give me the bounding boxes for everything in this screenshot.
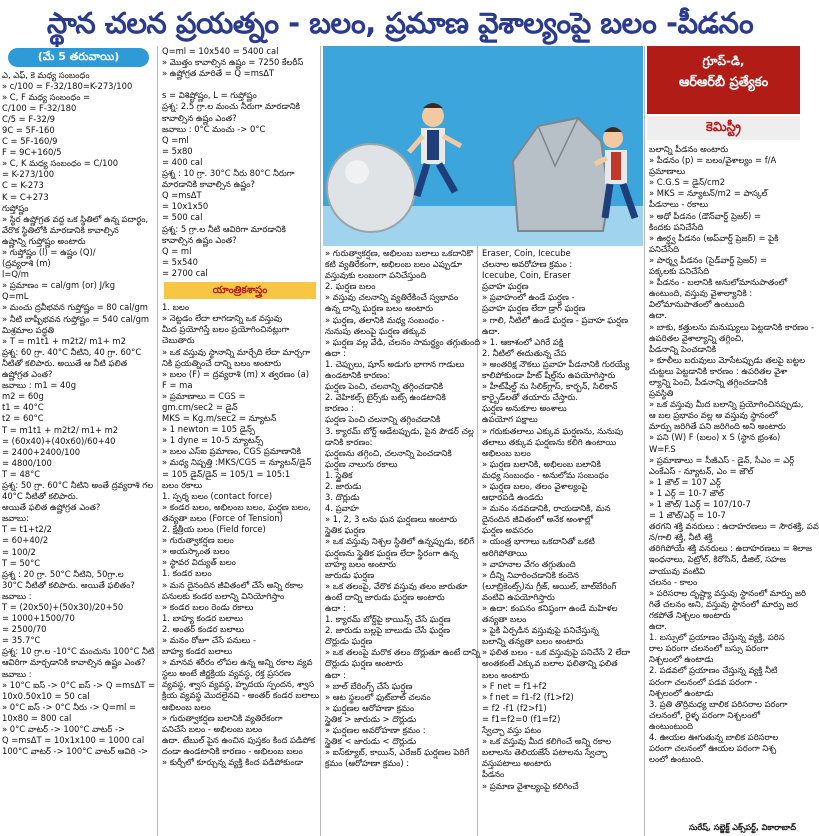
text-line: ఉంటుంది, వస్తువు వైశాల్యానికి : xyxy=(649,288,753,299)
text-line: Q=mL xyxy=(2,291,29,302)
text-line: » కుర్చీలో కూర్చున్న వ్యక్తి కింద పడిపోకుండా xyxy=(162,757,304,767)
text-line: నునుపు తలంపై ఘర్షణ తక్కువ xyxy=(325,325,426,336)
text-line: బలాన్ని పీడనం అంటారు xyxy=(649,144,729,154)
text-line: » ఒక తలంపై, వేరొక వస్తువు తలం జారుతూ xyxy=(325,580,468,591)
text-line: = (60x40)+(40x60)/60+40 xyxy=(2,435,116,446)
text-line: » గురుత్వాకర్షణ, అభిలంబ బలాలు ఒకదానికొ xyxy=(325,248,474,258)
text-line: (ద్రవ్యరాశి (m) xyxy=(2,258,51,269)
text-line: = 4800/100 xyxy=(2,457,52,468)
text-line: 1. బస్సులో ప్రయాణం చేస్తున్న వ్యక్తి, పరిస xyxy=(649,632,785,643)
text-line: దొర్లుడు ఘర్షణ అంటారు xyxy=(325,658,403,669)
text-line: ఉదా. xyxy=(649,310,668,321)
text-line: 1. కండర బలం xyxy=(162,568,212,579)
text-line: కావాల్సిన ఉష్ణం ఎంత? xyxy=(162,112,237,123)
text-line: తలాలు తక్కువ ఘర్షణను కలిగి ఉంటాయి xyxy=(482,436,617,447)
text-line: మధ్య సంబంధం - అనులోమ సంబంధం xyxy=(482,469,609,480)
text-line: చుట్టలు పెట్టడానికి కారణం : ఉపరితల వైశా xyxy=(649,365,788,376)
text-line: » ఒక వస్తువు మీద బలాన్ని ప్రయోగించినప్పుడు, xyxy=(649,399,804,410)
text-line: » ప్రవాహంలో ఉండే ఘర్షణ - xyxy=(482,292,575,303)
text-line: గుప్తోష్ణం xyxy=(2,202,29,213)
text-line: బలం అంటారు xyxy=(482,669,530,680)
text-line: పనులకు కండర బలాన్ని వినియోగిస్తాం xyxy=(162,590,285,601)
text-line: 1. క్యారమ్ బోర్డ్‌పై కాయిన్స్ చేసే ఘర్షణ xyxy=(325,614,451,625)
text-line: పరంగా చలనంలో పడవ పరంగా - xyxy=(649,676,758,687)
text-line: » ఐస్‌క్యూబ్, కాయిన్, ఎరేజర్ ఘర్షణల పెరిగే xyxy=(325,747,470,758)
text-line: » ఘర్షణ బలానికి, అభిలంబ బలానికి xyxy=(482,458,601,469)
text-line: నిశ్చలంలో ఉంటాడు xyxy=(649,654,714,665)
text-line: ఉంటే దాన్ని జారుడు ఘర్షణ అంటారు xyxy=(325,591,445,602)
text-line: » ఘర్షణ, తలానికి మధ్య సంబంధం - xyxy=(325,314,445,325)
text-line: W=F.S xyxy=(649,443,676,454)
text-line: » ఘర్షణల అవరోహణా క్రమం : xyxy=(325,725,426,736)
text-line: » బలం ఎస్ఐ ప్రమాణం, CGS ప్రమాణానికి xyxy=(162,446,302,457)
text-line: » బలం (F) = ద్రవ్యరాశి (m) x త్వరణం (a) xyxy=(162,368,310,379)
text-line: బాహ్య బలం అంటారు xyxy=(325,558,396,569)
text-line: మీద ప్రయోగిస్తే బలం ప్రయోగించినట్లుగా xyxy=(162,324,290,335)
text-line: అంతకంటే ఎక్కువ బలాల ఫలితాన్ని ఫలిత xyxy=(482,658,618,669)
text-line: దైనందిన జీవితంలో అనేక అంశాల్లో xyxy=(482,514,594,525)
text-line: » ఉష్ణోగ్రత మారితే = Q =msΔT xyxy=(162,68,275,79)
text-line: » కూలీలు బరువులు మోసేటప్పుడు తలపై బట్టల xyxy=(649,354,806,365)
text-line: Q=ml = 10x540 = 5400 cal xyxy=(162,46,279,56)
column-1-text xyxy=(0,70,157,758)
special-banner xyxy=(647,46,800,114)
text-line: = K-273/100 xyxy=(2,169,55,180)
text-line: బాహ్య కండర బలాలు xyxy=(162,646,233,657)
continued-badge: (మే 5 తరువాయి) xyxy=(8,48,149,67)
text-line: » గుప్తోష్ణం (l) = ఉష్ణం (Q)/ xyxy=(2,247,96,258)
text-line: gm.cm/sec2 = డైన్ xyxy=(162,402,238,412)
text-line: ఘర్షణ అవసరం xyxy=(482,525,534,536)
text-line: విలోమానుపాతంలో ఉంటుంది xyxy=(649,299,745,310)
text-line: » పరిసరాల దృష్ట్యా వస్తువు స్థానంలో మార్పు జరి xyxy=(649,587,806,598)
text-line: » నెట్టడం లేదా లాగడాన్ని ఒక వస్తువు xyxy=(162,313,282,324)
text-line: » 10°C ఐస్ -> 0°C ఐస్ -> Q =msΔT = xyxy=(2,679,156,690)
text-line: నిశ్చలంలో ఉంటాడు xyxy=(649,687,714,698)
text-line: 3. ప్రతి తొర్రిమధ్య బాలిక పరిసరాల పరంగా xyxy=(649,698,788,709)
text-line: l=Q/m xyxy=(2,269,29,280)
text-line: = 1 జౌల్/ఎర్గ్ = 10-7 xyxy=(649,510,726,521)
text-line: కార్బైడ్‌లతో తయారు చేస్తారు. xyxy=(482,392,579,403)
text-line: = 100/2 xyxy=(2,546,36,557)
text-line: T = m1t1 + m2t2/ m1+ m2 xyxy=(2,424,119,435)
column-2 xyxy=(160,46,321,836)
text-line: » T = m1t1 + m2t2/ m1+ m2 xyxy=(2,335,126,346)
text-line: » ఉదా: కంపనం కనిష్ఠంగా ఉండే మహిళల xyxy=(482,603,618,613)
text-line: పరంగా చలనంలో ఊయల పరంగా నిశ్చ xyxy=(649,743,777,754)
text-line: » ఒక తలంపై మరొక తలం దొర్లుతూ ఉంటే దాన్ని xyxy=(325,647,481,658)
text-line: క్రియ వ్యవస్థ మొదలైనవి - అంతర్ కండర బలాలు xyxy=(162,690,320,701)
text-line: వస్తుపటాలు అంటారు xyxy=(482,758,552,769)
text-line: జవాబు: xyxy=(2,513,29,524)
text-line: » C, K మధ్య సంబంధం = C/100 xyxy=(2,158,119,169)
text-line: ఉపరితల వైశాల్యాన్ని తగ్గించి, xyxy=(649,332,744,343)
text-line: » నీటి బాష్పీభవన గుప్తోష్ణం = 540 cal/gm xyxy=(2,313,150,324)
text-line: » ప్రమాణం = cal/gm (or) J/kg xyxy=(2,280,116,291)
text-line: = 400 cal xyxy=(162,156,203,167)
text-line: = 2400+2400/100 xyxy=(2,446,81,457)
text-line: 4. ప్రవాహ xyxy=(325,503,359,514)
text-line: 4. ఊయల ఊగుతున్న బాలిక పరిసరాల xyxy=(649,731,779,742)
text-line: » మనం నడవడానికి, రాయడానికి, మన xyxy=(482,503,611,514)
text-line: 3. దొర్లుడు xyxy=(325,492,360,503)
text-line: T = (20x50)+(50x30)/20+50 xyxy=(2,602,124,613)
text-line: మార్పు జరిగితే పని జరిగింది అని అంటారు xyxy=(649,421,786,432)
text-line: ప్రశ్న: 2.5 గ్రా.ల మంచు నీరుగా మారడానికి xyxy=(162,101,301,112)
text-line: » ఒక వస్తువు నిశ్చల స్థితిలో ఉన్నప్పుడు, కలిగే xyxy=(325,536,475,547)
text-line: » పీడనం - బలానికి అనులోమానుపాతంలో xyxy=(649,277,788,288)
text-line: » 1 జౌల్ = 107 ఎర్గ్ xyxy=(649,476,721,487)
text-line: మిశ్రమాల పద్ధతి xyxy=(2,324,55,335)
text-line: ప్రశ్న : 10 గ్రా. 30°C నీరు 80°C నీరుగా xyxy=(162,168,295,179)
column-4 xyxy=(480,46,645,836)
text-line: s = విశిష్టోష్ణం, L = గుప్తోష్ణం xyxy=(162,90,257,101)
text-line: ప్రశ్న: 5 గ్రా.ల నీటి ఆవిరిగా మారడానికి xyxy=(162,223,286,234)
text-line: ఉదా : xyxy=(325,347,346,358)
text-line: ఉదా. xyxy=(482,325,501,336)
text-line: » కండర బలం రెండు రకాలు xyxy=(162,601,254,612)
text-line: Q =msΔT xyxy=(162,190,202,201)
text-line: » ప్రమాణ వైశాల్యంపై కలిగించే xyxy=(482,780,579,791)
text-line: పీడనాన్ని పెంచడానికి xyxy=(649,343,717,354)
text-line: = 5x540 xyxy=(162,256,198,267)
text-line: ఆ బల ప్రభావం వల్ల ఆ వస్తువు స్థానంలో xyxy=(649,410,778,421)
text-line: 40°C నీటితో కలిపారు. xyxy=(2,491,79,502)
column-5 xyxy=(647,46,819,836)
text-line: » అధో పీడనం (డౌన్‌వార్డ్ ప్రెజర్) = xyxy=(649,210,761,221)
text-line: C = 5F-160/9 xyxy=(2,136,58,147)
text-line: చలనాల అవరోహణ క్రమం : xyxy=(482,259,573,270)
text-line: పీడనాలు - రకాలు xyxy=(649,199,709,210)
text-line: » F net = f1+f2 xyxy=(482,680,547,691)
text-line: స్థైతిక < జారుడు < దొర్లుడు xyxy=(325,736,417,747)
text-line: » బాకు, కత్తులను మనుష్యులు పెట్టడానికి కారణం - xyxy=(649,321,815,332)
text-line: » C.G.S = డైన్/cm2 xyxy=(649,177,726,188)
author-credit: సురేష్, సబ్జెక్ట్ ఎక్స్‌పర్ట్, వికారాబాద్ xyxy=(689,823,796,833)
text-line: దండా ఉండటానికి కారణం - అభిలంబ బలం xyxy=(162,745,303,756)
text-line: ప్రవాహ ఘర్షణ xyxy=(482,281,529,292)
text-line: ప్రమాణాలు xyxy=(649,166,686,177)
text-line: Icecube, Coin, Eraser xyxy=(482,270,571,281)
text-line: 10x0.50x10 = 50 cal xyxy=(2,690,90,701)
text-line: » మొత్తం కావాల్సిన ఉష్ణం = 7250 కేలరీస్ xyxy=(162,57,304,68)
text-line: ఆవిరిగా మార్చడానికి కావాల్సిన ఉష్ణం ఎంత? xyxy=(2,657,146,668)
text-line: అరిగిపోతాయి xyxy=(482,547,527,558)
text-line: » యంత్ర భాగాలు ఒకదానితో ఒకటి xyxy=(482,536,595,547)
text-line: » ఒక వస్తువు మీద కలిగించే అన్ని రకాల xyxy=(482,736,612,747)
text-line: చలనం - కాలం xyxy=(649,576,698,587)
text-line: దొర్లుడు ఘర్షణ xyxy=(325,636,373,647)
text-line: » ఆట స్థలంలో ఫుట్‌బాల్ చలనం xyxy=(325,691,431,702)
text-line: » వాహనాల వేగం తగ్గుతుంది xyxy=(482,558,576,569)
text-line: జవాబు : m1 = 40g xyxy=(2,380,77,391)
text-line: » ఘర్షణల ఆరోహణా క్రమం xyxy=(325,702,415,713)
text-line: 2. పడవలో ప్రయాణం చేస్తున్న వ్యక్తి నీటి xyxy=(649,665,778,676)
text-line: m2 = 60g xyxy=(2,391,44,402)
column-3-text xyxy=(323,248,481,769)
text-line: = 105 డైన్/డైన్ = 105/1 = 105:1 xyxy=(162,468,291,479)
text-line: నికి ప్రయత్నించే దాన్ని బలం అంటారు xyxy=(162,357,282,368)
text-line: ఇంధనాలు, పెట్రోల్, కిరోసిన్, డీజిల్, సహజ xyxy=(649,554,786,565)
text-line: » మన దైనందిన జీవితంలో చేసే అన్ని రకాల xyxy=(162,579,303,590)
text-line: » ఘర్షణ బలం, తలం వైశాల్యంపై xyxy=(482,480,588,491)
text-line: పక్కలకు పనిచేసేది xyxy=(649,266,710,277)
text-line: T = 48°C xyxy=(2,468,41,479)
text-line: » ఒక వస్తువు స్థానాన్ని మార్చేది లేదా మార్చగా xyxy=(162,346,311,357)
text-line: ఘర్షణ పెంచి, చలనాన్ని తగ్గించడానికి xyxy=(325,381,444,392)
text-line: = 500 cal xyxy=(162,212,203,223)
text-line: Q = ml xyxy=(162,245,192,256)
text-line: » పార్శ్వ పీడనం (సైడ్‌వార్డ్ ప్రెజర్) = xyxy=(649,254,767,265)
subject-banner: కెమిస్ట్రీ xyxy=(647,116,800,140)
text-line: Q =msΔT = 10x1x100 = 1000 cal xyxy=(2,735,145,746)
text-line: » ప్రమాణాలు = సీజీఎస్ - డైన్, సీఎం = ఎర్గ్ xyxy=(649,454,795,465)
text-line: » దీన్ని నివారించడానికి కందెన xyxy=(482,569,579,580)
text-line: తన్యతా బలం xyxy=(482,614,527,625)
text-line: ఘర్షణ పెంచి చలనాన్ని తగ్గించడానికి xyxy=(325,414,441,425)
text-line: ప్రశ్న: 50 గ్రా. 60°C నీటిని అంతే ద్రవ్యరాశి గల xyxy=(2,479,154,490)
text-line: ఘర్షణ అనుకూల అంశాలు xyxy=(482,403,567,414)
text-line: కటి వ్యతిరేకంగా, అభిలంబ బలం ఎప్పుడూ xyxy=(325,259,462,270)
text-line: ఉదా. xyxy=(649,621,668,632)
text-line: 9C = 5F-160 xyxy=(2,124,55,135)
text-line: » 1 ఎర్గ్ = 10-7 జౌల్ xyxy=(649,487,724,498)
text-line: ప్రశ్న: 10 గ్రా.ల -10°C మంచును 100°C నీటి xyxy=(2,646,155,657)
text-line: ఉష్ణాన్ని గుప్తోష్ణం అంటారు xyxy=(2,235,86,246)
text-line: ఎంకేఎస్ - న్యూటన్, ఎం = జౌల్ xyxy=(649,465,754,476)
text-line: C/5 = F-32/9 xyxy=(2,113,55,124)
column-4-text xyxy=(480,248,644,792)
text-line: ఉపయోగ పక్షాలు xyxy=(482,414,538,425)
text-line: ఉదా. టేబుల్ పైన ఉంచిన పుస్తకం కింద పడిపోక xyxy=(162,734,316,745)
text-line: (లూబ్రికెంట్స్)ను గ్రీజ్, ఆయిల్, బాల్‌బేరింగ్ xyxy=(482,580,617,591)
text-line: ప్రవాహ ఘర్షణ లేదా డ్రాగ్ ఘర్షణ xyxy=(482,303,586,314)
text-line: » మధ్య నిష్పత్తి :MKS/CGS = న్యూటన్/డైన్ xyxy=(162,457,312,468)
text-line: C = K-273 xyxy=(2,180,44,191)
text-line: 100°C వాటర్ -> 100°C వాటర్ ఆవిరి -> xyxy=(2,746,149,757)
text-line: బలం రకాలు xyxy=(162,479,203,490)
text-line: స్వేచ్ఛా వస్తు పటం xyxy=(482,725,542,736)
text-line: గితే చలనం అని, వస్తువు స్థానంలో మార్పు జర xyxy=(649,598,798,609)
text-line: బలాన్ని తన్యతా బలం అంటారు xyxy=(482,636,584,647)
text-line: » మనం రోజూ చేసే పనులు - xyxy=(162,634,256,645)
text-line: Q =ml xyxy=(162,134,189,145)
text-line: అభిలంబ బలం xyxy=(162,701,211,712)
text-line: » కండర బలం, అభిలంబ బలం, ఘర్షణ బలం, xyxy=(162,501,311,512)
text-line: » అంతరిక్ష నౌకలు ప్రవాహ పీడనానికి గురయ్యే xyxy=(482,358,630,369)
text-line: జవాబు : xyxy=(2,590,32,601)
text-line: ఉన్న దాన్ని ఘర్షణ బలం అంటారు xyxy=(325,303,434,314)
text-line: » ఫలిత బలం - ఒక వస్తువుపై పనిచేసే 2 లేదా xyxy=(482,647,631,658)
text-line: » 1 newton = 105 డైన్స్ xyxy=(162,424,255,435)
text-line: » స్థిర ఉష్ణోగ్రత వద్ద ఒక స్థితిలో ఉన్న పదార్థం, xyxy=(2,213,149,224)
text-line: » పీడనం (p) = బలం/వైశాల్యం = f/A xyxy=(649,155,777,166)
text-line: ఉండటానికి కారణం: xyxy=(325,370,391,381)
section-heading-mechanics: యాంత్రికశాస్త్రం xyxy=(164,282,316,299)
text-line: ఘర్షణను తగ్గించి, చలనాన్ని పెంచడానికి xyxy=(325,447,452,458)
text-line: అయితే ఫలిత ఉష్ణోగ్రత ఎంత? xyxy=(2,502,101,513)
text-line: రాల పరంగా చలనంలో బస్సు పరంగా xyxy=(649,643,769,654)
text-line: = 5x80 xyxy=(162,145,193,156)
text-line: » అయస్కాంత బలం xyxy=(162,546,230,557)
text-line: » ప్రమాణాలు = CGS = xyxy=(162,390,246,401)
text-line: ప్రవస్థితి xyxy=(649,388,674,399)
text-line: = 60+40/2 xyxy=(2,535,49,546)
text-line: = 2500/70 xyxy=(2,624,47,635)
text-line: F = ma xyxy=(162,379,193,390)
text-line: లంలో ఉంటుంది. xyxy=(649,754,704,765)
text-line: » c/100 = F-32/180=K-273/100 xyxy=(2,80,133,91)
text-line: » గాలి, నీటిలో ఉండే ఘర్షణ - ప్రవాహ ఘర్షణ xyxy=(482,314,628,325)
text-line: = 10x1x50 xyxy=(162,201,209,212)
text-line: వ్యవస్థ, శ్వాస వ్యవస్థ, హృదయ స్పందన, శ్వాస xyxy=(162,679,315,690)
text-line: 10x80 = 800 cal xyxy=(2,712,72,723)
text-line: » f net = f1-f2 (f1>f2) xyxy=(482,691,574,702)
text-line: 1. బలం xyxy=(162,302,190,313)
column-1 xyxy=(0,46,158,836)
text-line: ఎ, ఎఫ్, కె మధ్య సంబంధం xyxy=(2,69,90,80)
text-line: ఉదా : xyxy=(325,603,346,613)
text-line: 1. చెప్పులు, షూస్ అడుగు భాగాన గాడులు xyxy=(325,358,465,369)
text-line: వస్తువుకు లంబంగా పనిచేస్తుంది xyxy=(325,270,427,281)
text-line: పనిచేసే బలం - అభిలంబ బలం xyxy=(162,723,263,734)
text-line: గకపోతే నిశ్చలం అంటారు xyxy=(649,609,731,620)
text-line: కాలిపోకుండా హీట్ షీల్డ్‌ను ఉపయోగిస్తారు xyxy=(482,370,616,381)
text-line: 2. అంతర్ కండర బలాలు xyxy=(162,623,245,634)
text-line: » MKS = న్యూటన్/m2 = పాస్కల్ xyxy=(649,188,768,199)
page-headline: స్థాన చలన ప్రయత్నం - బలం, ప్రమాణ వైశాల్యంపై బలం -పీడనం xyxy=(0,0,800,46)
ball-shape xyxy=(327,144,415,232)
text-line: జవాబు : 0°C మంచు -> 0°C xyxy=(162,123,266,134)
text-line: = f2 -f1 (f2>f1) xyxy=(482,702,547,713)
text-line: వంటివి ఉపయోగిస్తారు xyxy=(482,591,555,602)
text-line: » గరుకుతలాలు ఎక్కువ ఘర్షణను, నునుపు xyxy=(482,425,624,436)
text-line: = 2700 cal xyxy=(162,267,208,278)
text-line: MKS = Kg.m/sec2 = న్యూటన్ xyxy=(162,413,277,424)
text-line: ల్యాన్ని పెంచి, పీడనాన్ని తగ్గించడానికి xyxy=(649,376,768,387)
text-line: డానికి కారణం: xyxy=(325,436,373,447)
text-line: 1. బాహ్య కండర బలాలు xyxy=(162,612,243,623)
text-line: » గురుత్వాకర్షణ బలం xyxy=(162,535,234,546)
text-line: ఉదా : xyxy=(325,669,346,680)
text-line: అభిలంబ బలం xyxy=(482,447,531,458)
text-line: » బాల్ బేరింగ్స్ చేసే ఘర్షణ xyxy=(325,680,413,691)
text-line: » 0°C వాటర్ -> 100°C వాటర్ -> xyxy=(2,724,125,735)
text-line: » పని (W) F (బలం) x S (స్థాన భ్రంశం) xyxy=(649,432,781,443)
text-line: న/గాలి శక్తి, నీటి శక్తి xyxy=(649,532,713,543)
text-line: K = C+273 xyxy=(2,191,49,202)
text-line: T = t1+t2/2 xyxy=(2,524,52,535)
text-line: t2 = 60°C xyxy=(2,413,44,424)
banner-line-1: గ్రూప్-డి, xyxy=(702,54,745,68)
text-line: పనిచేసేది xyxy=(649,243,679,254)
text-line: » 0°C ఐస్ -> 0°C నీరు -> Q=ml = xyxy=(2,701,137,712)
text-line: ఘర్షణ నాలుగు రకాలు xyxy=(325,458,398,469)
text-line: 1. స్పర్శ బలం (contact force) xyxy=(162,490,273,501)
text-line: ఉంటుంటుంది xyxy=(649,720,694,731)
text-line: » హీట్‌షీల్డ్ ను సిలిక్‌గ్లాస్, కార్బన్, సిలికాన్ xyxy=(482,381,618,392)
text-line: వాయువు వంటివి xyxy=(649,565,706,576)
column-3 xyxy=(323,46,481,836)
column-2-text-bottom xyxy=(160,302,320,768)
text-line: 3. క్యారమ్ బోర్డ్ ఆడేటప్పుడు, పైన పౌడర్ చల్ల xyxy=(325,425,474,436)
text-line: నీటితో కలిపారు. అయితే ఆ నీటి ఫలిత xyxy=(2,357,128,368)
banner-line-2: ఆర్ఆర్‌బీ ప్రత్యేకం xyxy=(678,74,769,90)
text-line: » ఘర్షణ వల్ల వేడి, చలనం సామర్థ్యం తగ్గుతుంది xyxy=(325,336,481,347)
text-line: 2. వెహికల్స్ టైర్స్‌కు బట్స్ ఉండటానికి xyxy=(325,392,446,403)
text-line: » 1 జౌల్/ 1ఎర్గ్ = 107/10-7 xyxy=(649,499,751,509)
text-line: 2. జారుడు xyxy=(325,480,362,491)
text-line: చెబుతారు xyxy=(162,335,195,346)
text-line: 2. క్షేత్రీయ బలం (Field force) xyxy=(162,524,266,535)
text-line: = 35.7°C xyxy=(2,635,41,646)
text-line: » 1. ఆకాశంలో ఎగిరే పక్షి xyxy=(482,336,564,347)
text-line: 2. జారుడు బల్లపై బాలుడు చేసే ఘర్షణ xyxy=(325,625,451,636)
text-line: తరగని శక్తి వనరులు : ఉదాహరణలు = సౌరశక్తి, పవ xyxy=(649,521,819,532)
text-line: బలాలను తెలియజేసే పటాలను స్వేచ్ఛా xyxy=(482,747,608,758)
text-line: » 1, 2, 3 లను ఘన ఘర్షణలు అంటారు xyxy=(325,514,458,525)
text-line: తన్యతా బలం (Force of Tension) xyxy=(162,512,283,523)
text-line: క్రమం (ఆరోహణా క్రమం) : xyxy=(325,758,410,769)
text-line: = 1000+1500/70 xyxy=(2,613,75,624)
column-2-text-top xyxy=(160,46,320,279)
text-line: తరిగిపోయే శక్తి వనరులు : ఉదాహరణలు = శిలాజ xyxy=(649,543,812,554)
text-line: » స్థావర విద్యుత్ బలం xyxy=(162,557,236,568)
text-line: » 1 dyne = 10-5 న్యూటన్స్ xyxy=(162,435,264,446)
text-line: T = 50°C xyxy=(2,557,41,568)
text-line: = f1=f2=0 (f1=f2) xyxy=(482,713,561,724)
text-line: మారడానికి కావాల్సిన ఉష్ణం? xyxy=(162,179,255,190)
text-line: » పైకి ఏర్పడిన వస్తువుపై పనిచేస్తున్న xyxy=(482,625,599,636)
text-line: ప్రశ్న: 60 గ్రా. 40°C నీటిని, 40 గ్రా. 60°C xyxy=(2,346,142,357)
text-line: » మంచు ద్రవీభవన గుప్తోష్ణం = 80 cal/gm xyxy=(2,302,148,313)
text-line: పీడనం xyxy=(482,769,505,780)
column-5-text xyxy=(647,144,819,765)
text-line: జారుడు ఘర్షణ xyxy=(325,569,375,580)
text-line: » గురుత్వాకర్షణ బలానికి వ్యతిరేకంగా xyxy=(162,712,283,723)
text-line: 2. ఘర్షణ బలం xyxy=(325,281,376,292)
text-line: » వస్తువు చలనాన్ని వ్యతిరేకించే స్వభావం xyxy=(325,292,459,303)
text-line: చలనంలో, రైళ్ళ పరంగా నిశ్చలంలో xyxy=(649,709,760,720)
text-line: కిందకు పనిచేసేది xyxy=(649,221,704,232)
text-line: F = 9C+160/5 xyxy=(2,147,62,158)
text-line: జవాబు : xyxy=(2,668,32,679)
text-line: 2. నీటిలో ఈదుతున్న చేప xyxy=(482,347,567,358)
text-line: 30°C నీటితో కలిపారు. అయితే ఫలితం? xyxy=(2,579,135,590)
text-line: స్థలు అంటే జీర్ణక్రియ వ్యవస్థ, రక్త ప్రసరణ xyxy=(162,668,291,679)
text-line: కారణం : xyxy=(325,403,354,414)
text-line: » C, F మధ్య సంబంధం = xyxy=(2,91,91,102)
text-line: వేరొక స్థితిలోకి మారడానికి కావాల్సిన xyxy=(2,224,119,235)
text-line: కావాల్సిన ఉష్ణం ఎంత? xyxy=(162,234,237,245)
text-line: t1 = 40°C xyxy=(2,402,44,413)
text-line: ఉష్ణోగ్రత ఎంత? xyxy=(2,369,53,380)
text-line: ప్రశ్న : 20 గ్రా. 50°C నీటిని, 50గ్రా.ల xyxy=(2,568,124,579)
text-line: ఘర్షణను స్థైతిక ఘర్షణ లేదా స్థిరంగా ఉన్న xyxy=(325,547,458,558)
text-line: స్థైతిక > జారుడు > దొర్లుడు xyxy=(325,713,417,724)
text-line: C/100 = F-32/180 xyxy=(2,102,77,113)
text-line: » మానవ శరీరం లోపల ఉన్న అన్ని రకాల వ్యవ xyxy=(162,657,313,668)
text-line: స్థైతిక ఘర్షణ xyxy=(325,525,366,536)
text-line: ఆధారపడి ఉండదు xyxy=(482,492,544,503)
text-line: Eraser, Coin, Icecube xyxy=(482,248,571,258)
text-line: » ఊర్ధ్వ పీడనం (అప్‌వార్డ్ ప్రెజర్) = పైకి xyxy=(649,232,779,243)
text-line: 1. స్థైతిక xyxy=(325,469,353,480)
text-line xyxy=(160,79,320,90)
